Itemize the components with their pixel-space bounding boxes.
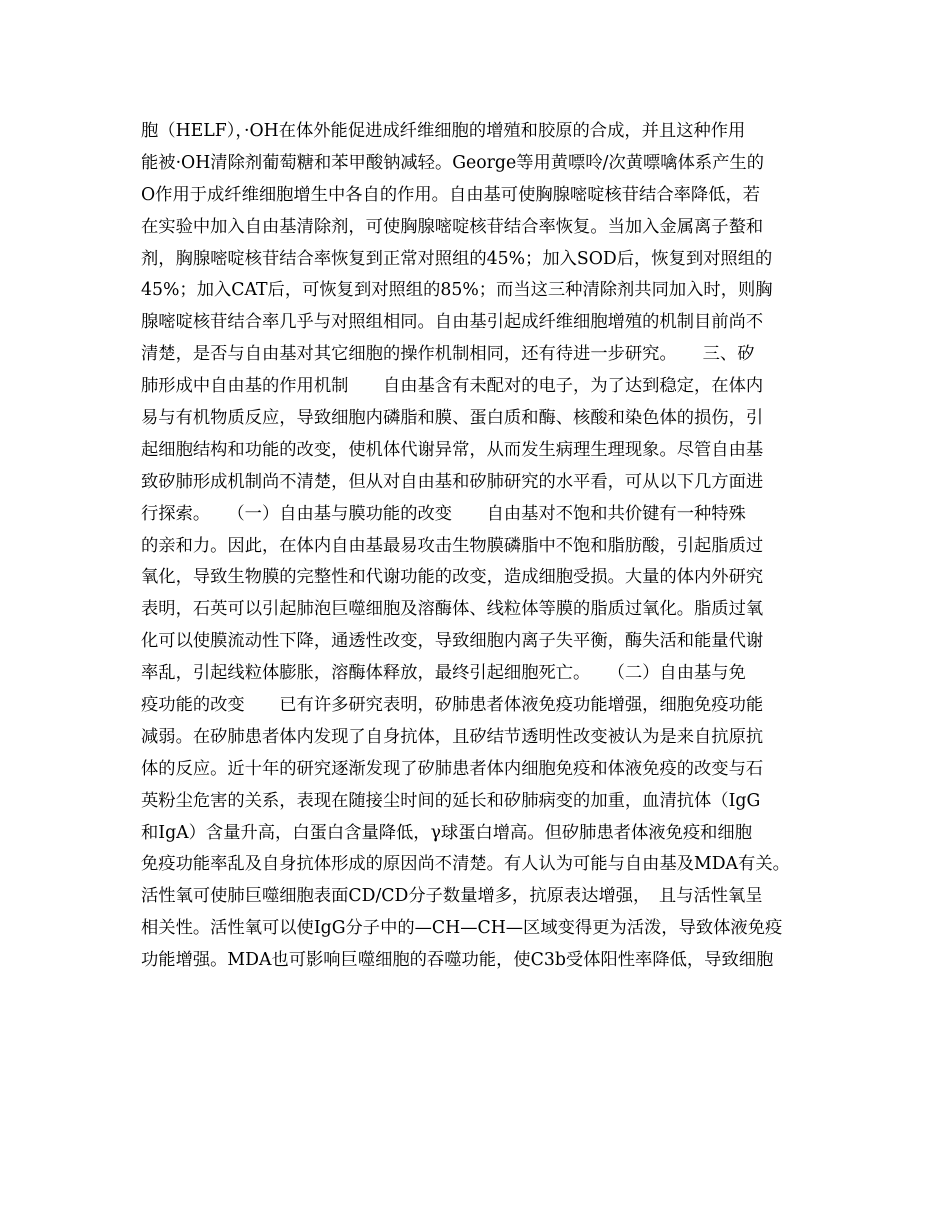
text-line: 起细胞结构和功能的改变，使机体代谢异常，从而发生病理生理现象。尽管自由基	[141, 439, 764, 460]
text-line: 行探索。 （一）自由基与膜功能的改变 自由基对不饱和共价键有一种特殊	[141, 503, 746, 524]
text-line: 相关性。活性氧可以使IgG分子中的—CH—CH—区域变得更为活泼，导致体液免疫	[141, 918, 783, 939]
text-line: 免疫功能率乱及自身抗体形成的原因尚不清楚。有人认为可能与自由基及MDA有关。	[141, 854, 790, 875]
text-line: 清楚，是否与自由基对其它细胞的操作机制相同，还有待进一步研究。 三、矽	[141, 344, 755, 365]
text-line: 腺嘧啶核苷结合率几乎与对照组相同。自由基引起成纤维细胞增殖的机制目前尚不	[141, 312, 764, 333]
text-line: O作用于成纤维细胞增生中各自的作用。自由基可使胸腺嘧啶核苷结合率降低，若	[141, 184, 761, 205]
text-line: 疫功能的改变 已有许多研究表明，矽肺患者体液免疫功能增强，细胞免疫功能	[141, 695, 764, 716]
text-line: 表明，石英可以引起肺泡巨噬细胞及溶酶体、线粒体等膜的脂质过氧化。脂质过氧	[141, 599, 764, 620]
text-line: 英粉尘危害的关系，表现在随接尘时间的延长和矽肺病变的加重，血清抗体（IgG	[141, 790, 761, 811]
text-line: 和IgA）含量升高，白蛋白含量降低，γ球蛋白增高。但矽肺患者体液免疫和细胞	[141, 822, 752, 843]
text-line: 剂，胸腺嘧啶核苷结合率恢复到正常对照组的45%；加入SOD后，恢复到对照组的	[141, 248, 773, 269]
text-line: 能被·OH清除剂葡萄糖和苯甲酸钠减轻。George等用黄嘌呤/次黄嘌噙体系产生的	[141, 152, 764, 173]
text-line: 肺形成中自由基的作用机制 自由基含有未配对的电子，为了达到稳定，在体内	[141, 376, 764, 397]
text-line: 胞（HELF），·OH在体外能促进成纤维细胞的增殖和胶原的合成，并且这种作用	[141, 121, 746, 141]
text-line: 功能增强。MDA也可影响巨噬细胞的吞噬功能，使C3b受体阳性率降低，导致细胞	[141, 950, 774, 971]
text-line: 化可以使膜流动性下降，通透性改变，导致细胞内离子失平衡，酶失活和能量代谢	[141, 631, 764, 652]
text-line: 在实验中加入自由基清除剂，可使胸腺嘧啶核苷结合率恢复。当加入金属离子螯和	[141, 216, 764, 237]
text-line: 率乱，引起线粒体膨胀，溶酶体释放，最终引起细胞死亡。 （二）自由基与免	[141, 663, 746, 684]
text-line: 易与有机物质反应，导致细胞内磷脂和膜、蛋白质和酶、核酸和染色体的损伤，引	[141, 408, 764, 429]
body-text	[141, 116, 841, 977]
text-line: 致矽肺形成机制尚不清楚，但从对自由基和矽肺研究的水平看，可从以下几方面进	[141, 471, 764, 492]
text-line: 活性氧可使肺巨噬细胞表面CD/CD分子数量增多，抗原表达增强， 且与活性氧呈	[141, 886, 763, 907]
text-line: 的亲和力。因此，在体内自由基最易攻击生物膜磷脂中不饱和脂肪酸，引起脂质过	[141, 535, 764, 556]
text-line: 体的反应。近十年的研究逐渐发现了矽肺患者体内细胞免疫和体液免疫的改变与石	[141, 758, 764, 779]
text-line: 氧化，导致生物膜的完整性和代谢功能的改变，造成细胞受损。大量的体内外研究	[141, 567, 764, 588]
text-line: 减弱。在矽肺患者体内发现了自身抗体，且矽结节透明性改变被认为是来自抗原抗	[141, 726, 764, 747]
text-line: 45%；加入CAT后，可恢复到对照组的85%；而当这三种清除剂共同加入时，则胸	[141, 280, 773, 301]
